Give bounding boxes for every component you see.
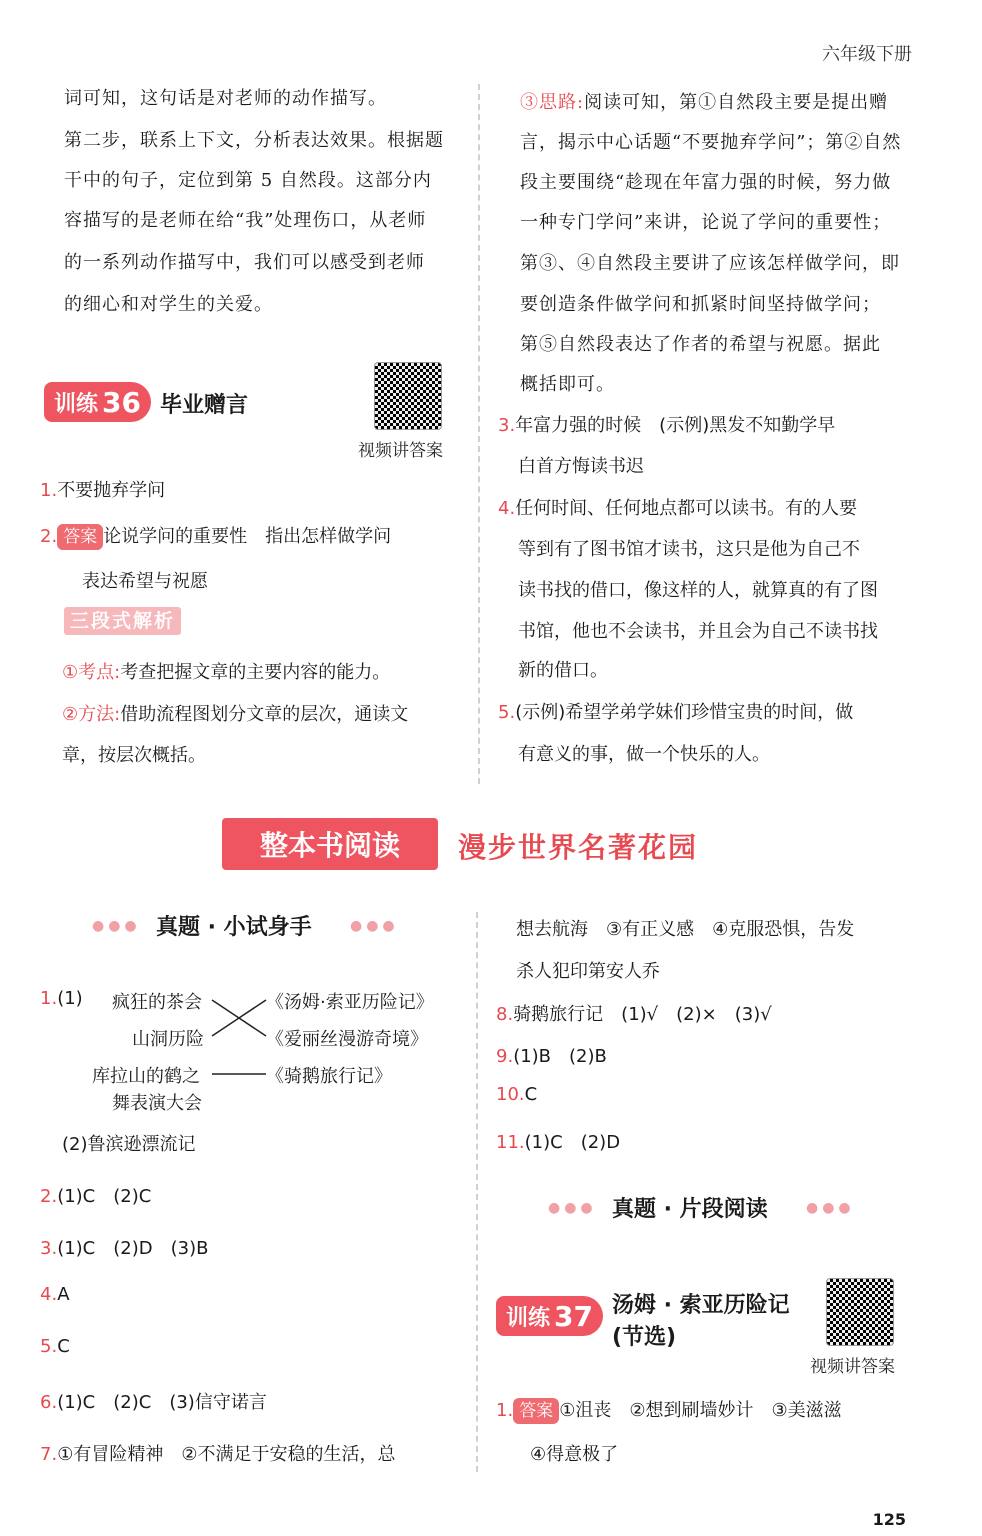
question-7: 7.①有冒险精神 ②不满足于安稳的生活，总 bbox=[40, 1444, 396, 1465]
question-1-cont: ④得意极了 bbox=[530, 1444, 619, 1465]
qr-code-icon[interactable] bbox=[826, 1278, 894, 1346]
question-4-cont: 新的借口。 bbox=[518, 660, 608, 681]
section-title: 真题 · 小试身手 bbox=[156, 915, 312, 940]
text-line: 言，揭示中心话题“不要抛弃学问”；第②自然 bbox=[520, 132, 902, 153]
page-number: 125 bbox=[872, 1510, 906, 1529]
text-line: 概括即可。 bbox=[520, 374, 615, 395]
analysis-point-3: ③思路:阅读可知，第①自然段主要是提出赠 bbox=[520, 92, 889, 113]
text-line: 的一系列动作描写中，我们可以感受到老师 bbox=[64, 252, 425, 273]
question-3: 3.(1)C (2)D (3)B bbox=[40, 1238, 209, 1259]
question-1-sub2: (2)鲁滨逊漂流记 bbox=[62, 1134, 196, 1155]
question-4: 4.任何时间、任何地点都可以读书。有的人要 bbox=[498, 498, 858, 519]
analysis-point-2-cont: 章，按层次概括。 bbox=[62, 745, 206, 766]
decor-dots-icon: ●●● bbox=[92, 918, 141, 934]
match-left-item: 山洞历险 bbox=[132, 1029, 204, 1050]
question-3-cont: 白首方悔读书迟 bbox=[518, 456, 644, 477]
question-4-cont: 等到有了图书馆才读书，这只是他为自己不 bbox=[518, 539, 860, 560]
text-line: 第③、④自然段主要讲了应该怎样做学问，即 bbox=[520, 253, 900, 274]
question-2: 2.(1)C (2)C bbox=[40, 1186, 152, 1207]
text-line: 干中的句子，定位到第 5 自然段。这部分内 bbox=[64, 170, 432, 191]
match-left-item: 舞表演大会 bbox=[112, 1093, 202, 1114]
training-number: 36 bbox=[102, 385, 141, 419]
match-lines bbox=[210, 990, 270, 1080]
qr-label: 视频讲答案 bbox=[810, 1357, 895, 1377]
text-line: 词可知，这句话是对老师的动作描写。 bbox=[64, 88, 387, 109]
text-line: 的细心和对学生的关爱。 bbox=[64, 294, 273, 315]
section-title: 真题 · 片段阅读 bbox=[612, 1197, 768, 1222]
question-4: 4.A bbox=[40, 1284, 70, 1305]
question-8: 8.骑鹅旅行记 (1)√ (2)× (3)√ bbox=[496, 1004, 772, 1025]
question-11: 11.(1)C (2)D bbox=[496, 1132, 621, 1153]
answer-tag: 答案 bbox=[513, 1398, 559, 1424]
decor-dots-icon: ●●● bbox=[548, 1200, 597, 1216]
qr-label: 视频讲答案 bbox=[358, 441, 443, 461]
text-line: 一种专门学问”来讲，论说了学问的重要性； bbox=[520, 212, 892, 233]
grade-label: 六年级下册 bbox=[822, 44, 912, 65]
question-9: 9.(1)B (2)B bbox=[496, 1046, 607, 1067]
match-left-item: 库拉山的鹤之 bbox=[92, 1066, 200, 1087]
text-line: 要创造条件做学问和抓紧时间坚持做学问； bbox=[520, 294, 881, 315]
question-5: 5.C bbox=[40, 1336, 70, 1357]
training-prefix: 训练 bbox=[506, 1305, 551, 1331]
section-banner-left: 整本书阅读 bbox=[222, 818, 438, 870]
analysis-tag: 三段式解析 bbox=[64, 607, 181, 635]
question-5-cont: 有意义的事，做一个快乐的人。 bbox=[518, 744, 770, 765]
question-4-cont: 书馆，他也不会读书，并且会为自己不读书找 bbox=[518, 621, 878, 642]
training-title: 汤姆 · 索亚历险记 bbox=[612, 1293, 790, 1318]
question-2: 2. 答案 论说学问的重要性 指出怎样做学问 bbox=[40, 522, 391, 550]
training-title-sub: (节选) bbox=[612, 1325, 677, 1350]
training-36-badge bbox=[44, 382, 151, 422]
question-2-cont: 表达希望与祝愿 bbox=[82, 571, 208, 592]
decor-dots-icon: ●●● bbox=[350, 918, 399, 934]
match-right-item: 《爱丽丝漫游奇境》 bbox=[266, 1029, 428, 1050]
training-prefix: 训练 bbox=[54, 391, 99, 417]
analysis-point-2: ②方法:借助流程图划分文章的层次，通读文 bbox=[62, 704, 409, 725]
match-left-item: 疯狂的茶会 bbox=[112, 992, 202, 1013]
question-7-cont: 杀人犯印第安人乔 bbox=[516, 961, 660, 982]
decor-dots-icon: ●●● bbox=[806, 1200, 855, 1216]
question-1: 1. 答案 ①沮丧 ②想到刷墙妙计 ③美滋滋 bbox=[496, 1396, 842, 1424]
question-7-cont: 想去航海 ③有正义感 ④克服恐惧，告发 bbox=[516, 919, 855, 940]
text-line: 第⑤自然段表达了作者的希望与祝愿。据此 bbox=[520, 334, 881, 355]
question-6: 6.(1)C (2)C (3)信守诺言 bbox=[40, 1392, 267, 1413]
training-37-badge bbox=[496, 1296, 603, 1336]
text-line: 第二步，联系上下文，分析表达效果。根据题 bbox=[64, 130, 444, 151]
question-5: 5.(示例)希望学弟学妹们珍惜宝贵的时间，做 bbox=[498, 702, 854, 723]
training-title: 毕业赠言 bbox=[160, 393, 249, 418]
qr-code-icon[interactable] bbox=[374, 362, 442, 430]
training-number: 37 bbox=[554, 1299, 593, 1333]
question-1: 1.(1) bbox=[40, 988, 83, 1009]
question-3: 3.年富力强的时候 (示例)黑发不知勤学早 bbox=[498, 415, 836, 436]
match-right-item: 《汤姆·索亚历险记》 bbox=[266, 992, 434, 1013]
text-line: 容描写的是老师在给“我”处理伤口，从老师 bbox=[64, 210, 427, 231]
question-4-cont: 读书找的借口，像这样的人，就算真的有了图 bbox=[518, 580, 878, 601]
column-divider-bottom bbox=[476, 912, 478, 1472]
answer-tag: 答案 bbox=[57, 524, 103, 550]
question-1: 1.不要抛弃学问 bbox=[40, 480, 166, 501]
column-divider-top bbox=[478, 84, 480, 784]
question-10: 10.C bbox=[496, 1084, 538, 1105]
text-line: 段主要围绕“趁现在年富力强的时候，努力做 bbox=[520, 172, 892, 193]
match-right-item: 《骑鹅旅行记》 bbox=[266, 1066, 392, 1087]
section-banner-right: 漫步世界名著花园 bbox=[458, 831, 699, 864]
analysis-point-1: ①考点:考查把握文章的主要内容的能力。 bbox=[62, 662, 391, 683]
